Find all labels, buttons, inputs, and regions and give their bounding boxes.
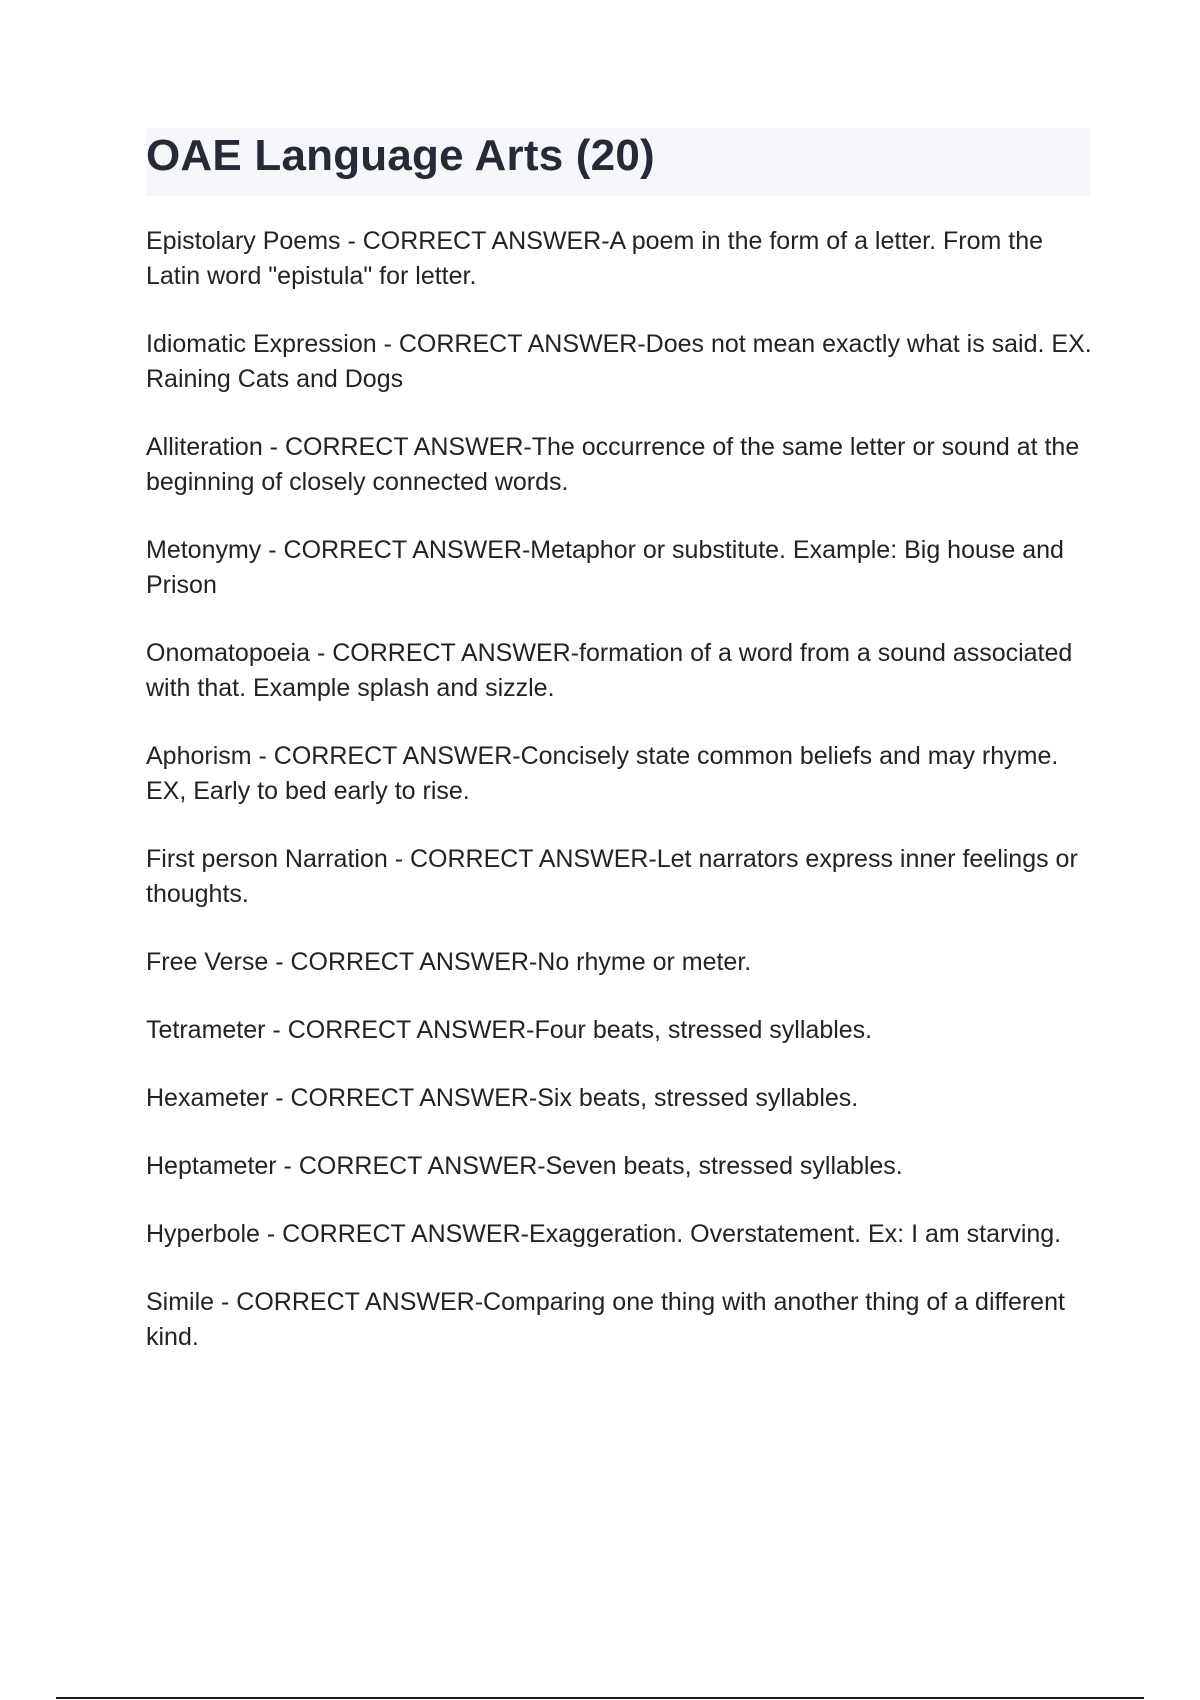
page-title: OAE Language Arts (20) <box>146 131 655 180</box>
entry-hyperbole: Hyperbole - CORRECT ANSWER-Exaggeration. Overstatement. Ex: I am starving. <box>146 1220 1062 1248</box>
entry-first-person-narration: First person Narration - CORRECT ANSWER-Let narrators express inner feelings or thoughts. <box>146 845 1078 908</box>
entry-list <box>146 224 1096 1388</box>
entry-heptameter: Heptameter - CORRECT ANSWER-Seven beats, stressed syllables. <box>146 1152 903 1180</box>
entry-alliteration: Alliteration - CORRECT ANSWER-The occurrence of the same letter or sound at the beginning of closely connected words. <box>146 433 1080 496</box>
entry-metonymy: Metonymy - CORRECT ANSWER-Metaphor or substitute. Example: Big house and Prison <box>146 536 1064 599</box>
entry-simile: Simile - CORRECT ANSWER-Comparing one thing with another thing of a different kind. <box>146 1288 1065 1351</box>
entry-epistolary-poems: Epistolary Poems - CORRECT ANSWER-A poem in the form of a letter. From the Latin word "epistula" for letter. <box>146 227 1044 290</box>
entry-aphorism: Aphorism - CORRECT ANSWER-Concisely state common beliefs and may rhyme. EX, Early to bed early to rise. <box>146 742 1059 805</box>
entry-tetrameter: Tetrameter - CORRECT ANSWER-Four beats, stressed syllables. <box>146 1016 873 1044</box>
entry-onomatopoeia: Onomatopoeia - CORRECT ANSWER-formation of a word from a sound associated with that. Example splash and sizzle. <box>146 639 1073 702</box>
entry-hexameter: Hexameter - CORRECT ANSWER-Six beats, stressed syllables. <box>146 1084 859 1112</box>
entry-free-verse: Free Verse - CORRECT ANSWER-No rhyme or meter. <box>146 948 752 976</box>
footer-divider <box>56 1697 1144 1699</box>
entry-idiomatic-expression: Idiomatic Expression - CORRECT ANSWER-Does not mean exactly what is said. EX. Raining Cats and Dogs <box>146 330 1092 393</box>
